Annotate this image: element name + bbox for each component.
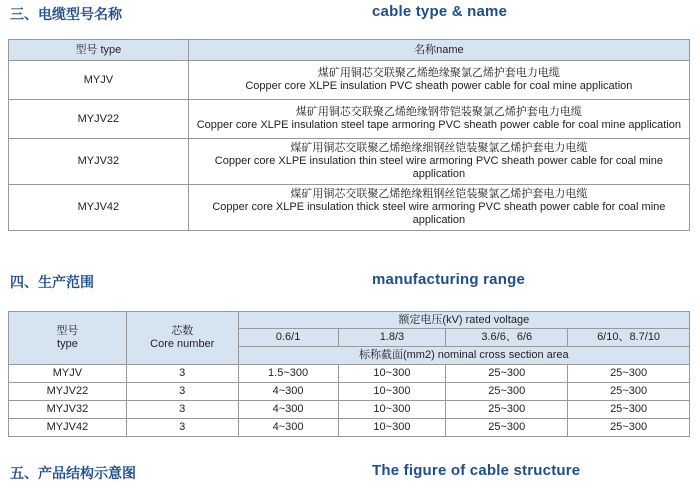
section-cell: 25~300 (568, 419, 690, 437)
type-cell: MYJV32 (9, 401, 127, 419)
manufacturing-range-table (8, 311, 690, 437)
section-cell: 25~300 (446, 419, 568, 437)
type-cell: MYJV22 (9, 100, 189, 139)
table-row (9, 139, 690, 185)
type-cell: MYJV42 (9, 419, 127, 437)
section-title-cn: 四、生产范围 (10, 275, 94, 291)
type-column-header: 型号 type (9, 312, 127, 365)
name-cell (188, 139, 689, 185)
name-column-header: 名称name (188, 40, 689, 61)
section-cell: 25~300 (446, 401, 568, 419)
type-column-header: 型号 type (9, 40, 189, 61)
cores-cell: 3 (126, 365, 238, 383)
name-cell (188, 185, 689, 231)
table-row (9, 419, 690, 437)
name-en: Copper core XLPE insulation steel tape armoring PVC sheath power cable for coal mine application (196, 119, 682, 131)
voltage-value: 3.6/6、6/6 (446, 329, 568, 347)
cores-cell: 3 (126, 419, 238, 437)
name-cell (188, 100, 689, 139)
section-cell: 10~300 (338, 401, 446, 419)
voltage-value: 6/10、8.7/10 (568, 329, 690, 347)
section-cell: 25~300 (568, 401, 690, 419)
section-title-cn: 五、产品结构示意图 (10, 466, 136, 482)
section-cell: 25~300 (568, 383, 690, 401)
section-cell: 10~300 (338, 419, 446, 437)
type-cell: MYJV (9, 365, 127, 383)
section-cell: 10~300 (338, 365, 446, 383)
cores-cell: 3 (126, 401, 238, 419)
section-cell: 25~300 (446, 365, 568, 383)
type-cell: MYJV (9, 61, 189, 100)
type-cell: MYJV32 (9, 139, 189, 185)
voltage-value: 1.8/3 (338, 329, 446, 347)
table-row (9, 185, 690, 231)
voltage-value: 0.6/1 (238, 329, 338, 347)
name-cell (188, 61, 689, 100)
cable-type-table (8, 39, 690, 231)
table-row (9, 383, 690, 401)
name-cn: 煤矿用铜芯交联聚乙烯绝缘钢带铠装聚氯乙烯护套电力电缆 (295, 106, 582, 118)
section-cell: 4~300 (238, 383, 338, 401)
table-row (9, 61, 690, 100)
table-header-row (9, 312, 690, 329)
section-title-cn: 三、电缆型号名称 (10, 7, 122, 23)
table-header-row (9, 40, 690, 61)
name-en: Copper core XLPE insulation thin steel wire armoring PVC sheath power cable for coal mine application (214, 155, 663, 180)
name-cn: 煤矿用铜芯交联聚乙烯绝缘细钢丝铠装聚氯乙烯护套电力电缆 (290, 142, 588, 154)
section-title-en: manufacturing range (372, 271, 525, 288)
table-row (9, 365, 690, 383)
cross-section-header: 标称截面(mm2) nominal cross section area (238, 347, 689, 365)
section-cell: 4~300 (238, 419, 338, 437)
section-cell: 10~300 (338, 383, 446, 401)
type-cell: MYJV42 (9, 185, 189, 231)
name-en: Copper core XLPE insulation thick steel wire armoring PVC sheath power cable for coal mine application (212, 201, 666, 226)
type-cell: MYJV22 (9, 383, 127, 401)
cores-column-header: 芯数 Core number (126, 312, 238, 365)
section-cell: 25~300 (446, 383, 568, 401)
name-cn: 煤矿用铜芯交联聚乙烯绝缘聚氯乙烯护套电力电缆 (317, 67, 560, 79)
name-en: Copper core XLPE insulation PVC sheath power cable for coal mine application (245, 80, 633, 92)
table-row (9, 401, 690, 419)
table-row (9, 100, 690, 139)
section-cell: 25~300 (568, 365, 690, 383)
cores-cell: 3 (126, 383, 238, 401)
voltage-header: 额定电压(kV) rated voltage (238, 312, 689, 329)
section-cell: 1.5~300 (238, 365, 338, 383)
name-cn: 煤矿用铜芯交联聚乙烯绝缘粗钢丝铠装聚氯乙烯护套电力电缆 (290, 188, 588, 200)
section-title-en: The figure of cable structure (372, 462, 581, 479)
section-cell: 4~300 (238, 401, 338, 419)
section-title-en: cable type & name (372, 3, 508, 20)
